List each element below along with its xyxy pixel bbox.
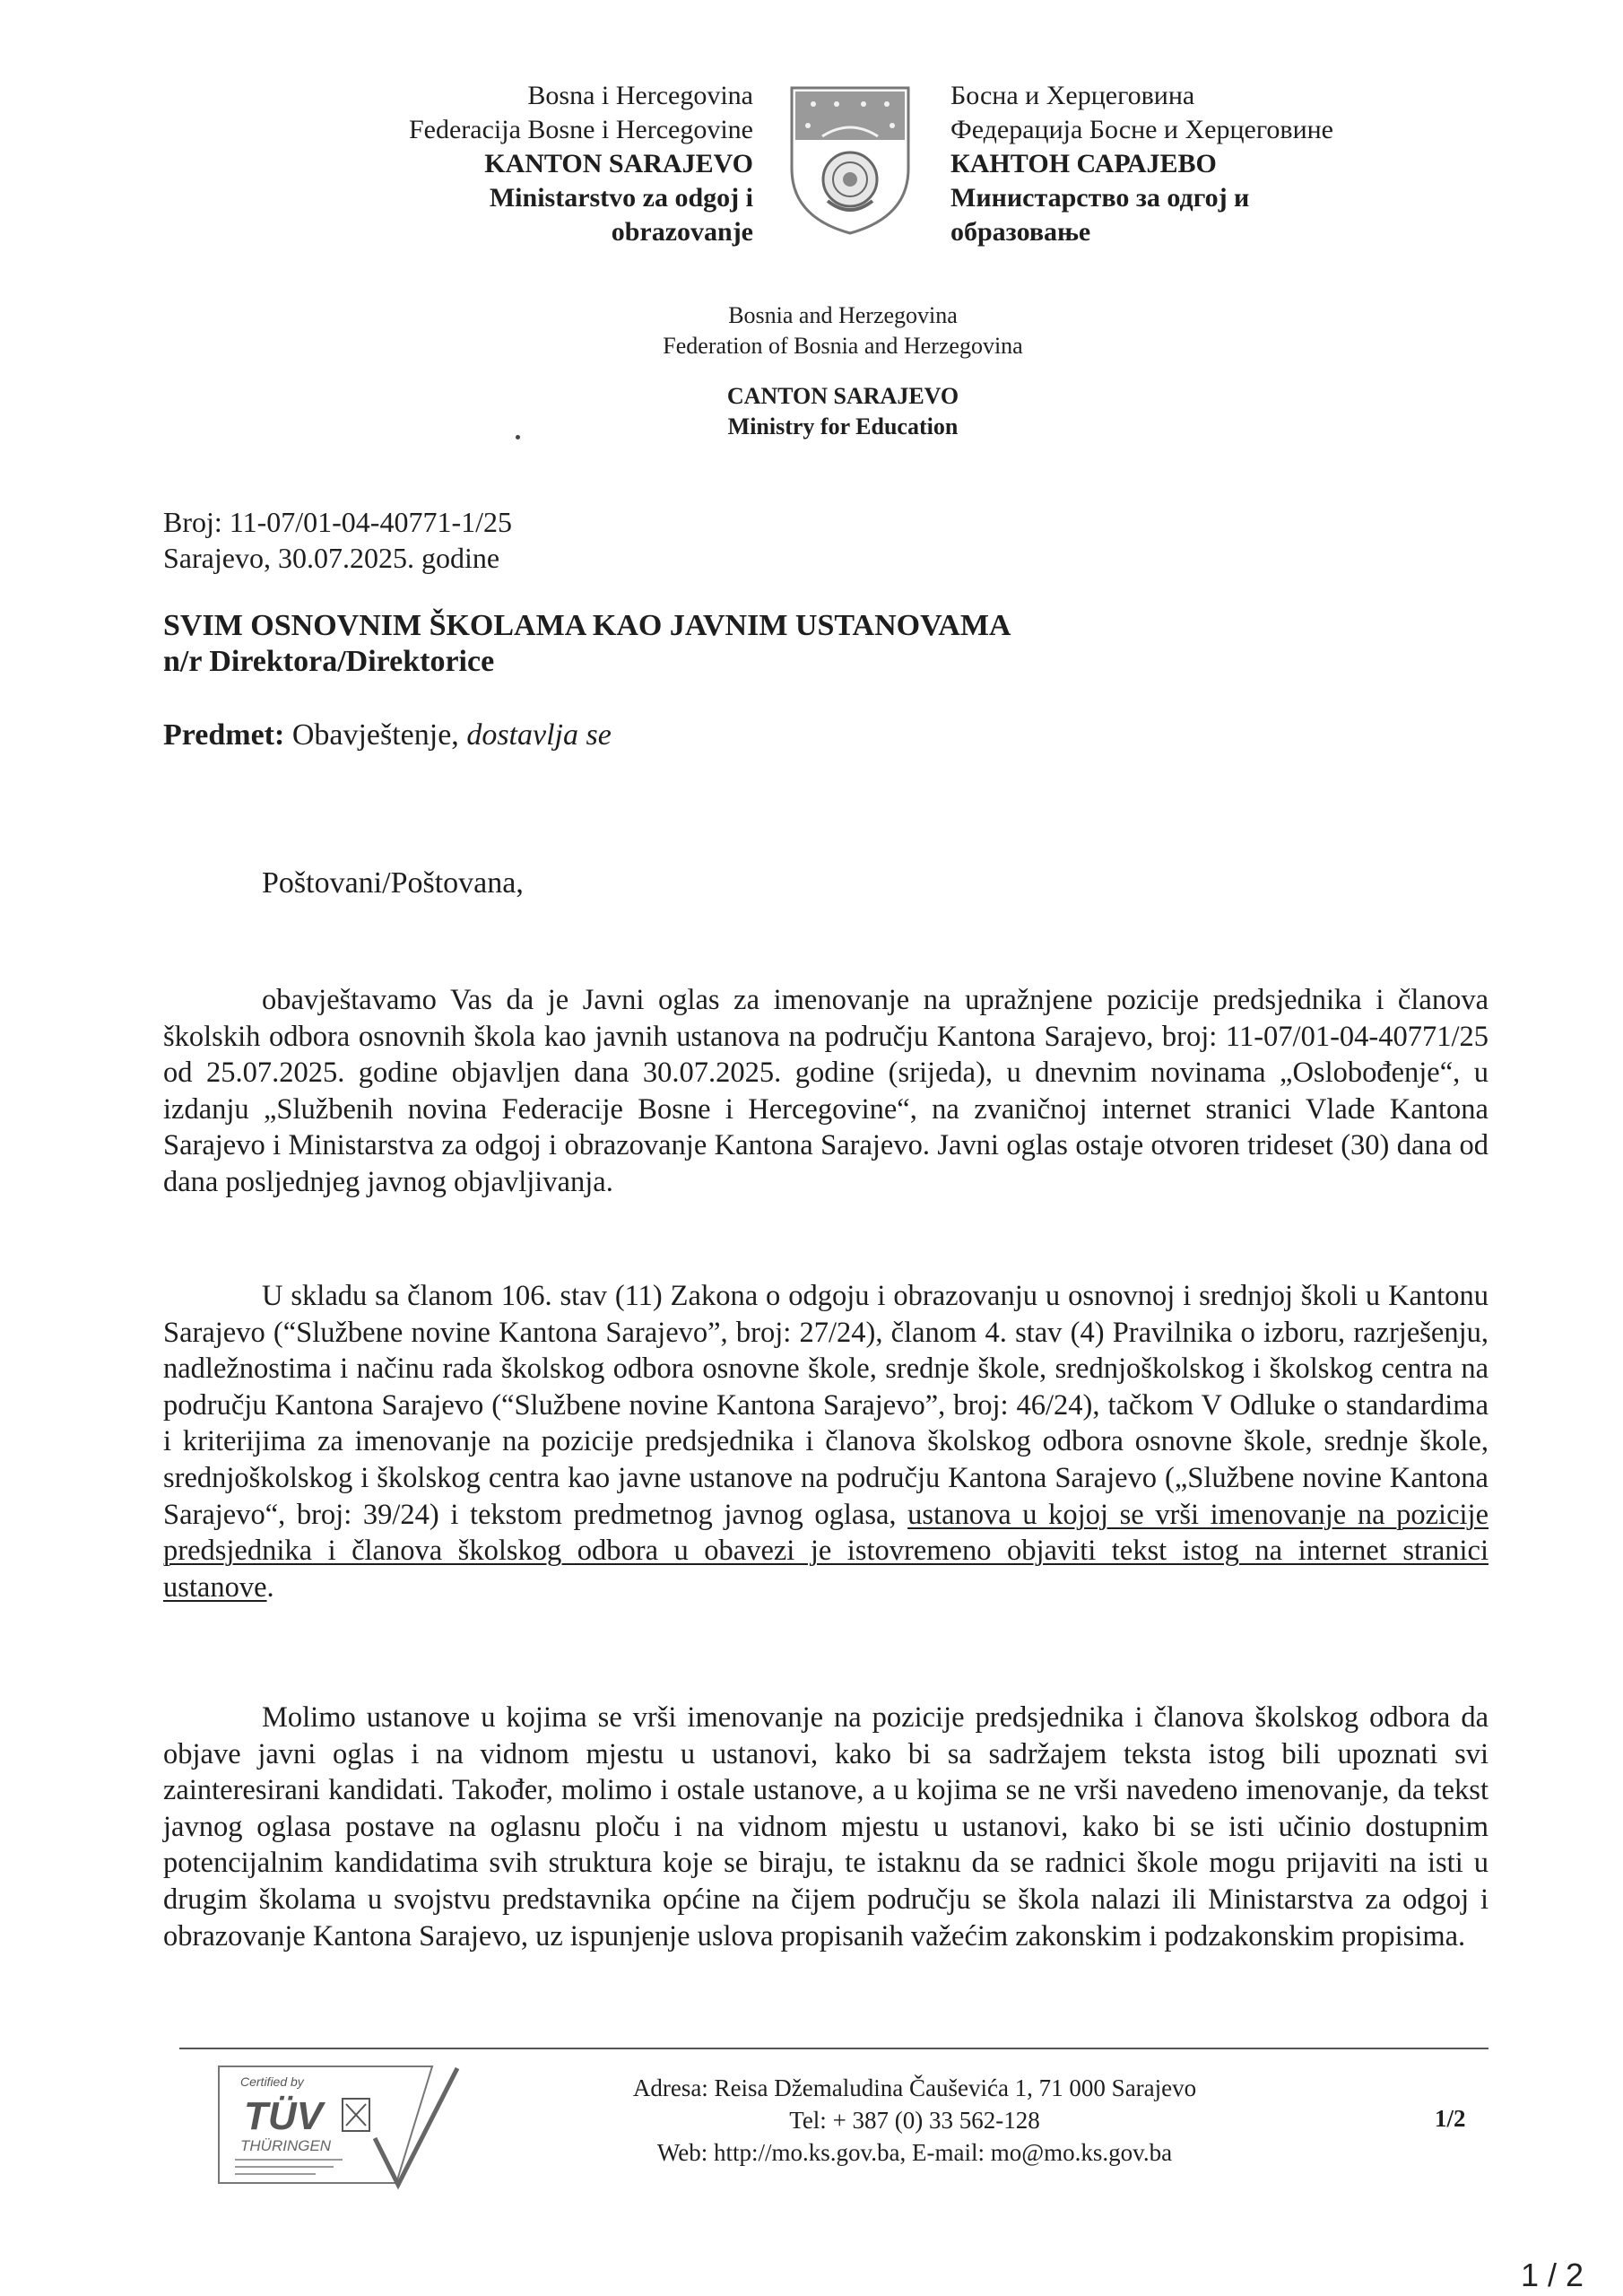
header-left-block — [296, 79, 753, 249]
footer-address: Adresa: Reisa Džemaludina Čauševića 1, 71 000 Sarajevo — [632, 2074, 1197, 2101]
subject-text: Obavještenje, — [291, 718, 459, 752]
recipient-block — [163, 608, 1011, 680]
paragraph-3: Molimo ustanove u kojima se vrši imenovanje na pozicije predsjednika i članova školskog odbora da objave javni oglas i na vidnom mjestu u ustanovi, kako bi sa sadržajem teksta istog bili upoznati svi zainteresirani kandidati. Također, molimo i ostale ustanove, a u kojima se ne vrši navedeno imenovanje, da tekst javnog oglasa postave na oglasnu ploču i na vidnom mjestu u ustanovi, kako bi se isti učinio dostupnim potencijalnim kandidatima svih struktura koje se biraju, te istaknu da se radnici škole mogu prijaviti na isti u drugim školama u svojstvu predstavnika općine na čijem području se škola nalazi ili Ministarstva za odgoj i obrazovanje Kantona Sarajevo, uz ispunjenje uslova propisanih važećim zakonskim i podzakonskim propisima. — [163, 1701, 1488, 1952]
footer-divider — [179, 2048, 1488, 2049]
recipient-line-1: SVIM OSNOVNIM ŠKOLAMA KAO JAVNIM USTANOVAMA — [163, 609, 1011, 642]
header-right-line-2: Федерација Босне и Херцеговине — [950, 115, 1333, 144]
document-meta — [163, 504, 512, 576]
paragraph-1: obavještavamo Vas da je Javni oglas za imenovanje na upražnjene pozicije predsjednika i članova školskih odbora osnovnih škola kao javnih ustanova na području Kantona Sarajevo, broj: 11-07/01-04-40771/25 od 25.07.2025. godine objavljen dana 30.07.2025. godine (srijeda), u dnevnim novinama „Oslobođenje“, u izdanju „Službenih novina Federacije Bosne i Hercegovine“, na zvaničnoj internet stranici Vlade Kantona Sarajevo i Ministarstva za odgoj i obrazovanje Kantona Sarajevo. Javni oglas ostaje otvoren trideset (30) dana od dana posljednjeg javnog objavljivanja. — [163, 984, 1488, 1198]
header-left-line-2: Federacija Bosne i Hercegovine — [408, 115, 753, 144]
paragraph-2-text: U skladu sa članom 106. stav (11) Zakona o odgoju i obrazovanju u osnovnoj i srednjoj školi u Kantonu Sarajevo (“Službene novine Kantona Sarajevo”, broj: 27/24), članom 4. stav (4) Pravilnika o izboru, razrješenju, nadležnostima i načinu rada školskog odbora osnovne škole, srednje škole, srednjoškolskog i školskog centra na području Kantona Sarajevo (“Službene novine Kantona Sarajevo”, broj: 46/24), tačkom V Odluke o standardima i kriterijima za imenovanje na pozicije predsjednika i članova školskog odbora osnovne škole, srednje škole, srednjoškolskog i školskog centra kao javne ustanove na području Kantona Sarajevo („Službene novine Kantona Sarajevo“, broj: 39/24) i tekstom predmetnog javnog oglasa, — [163, 1280, 1488, 1531]
header-english-block — [538, 300, 1148, 442]
header-right-line-4: Министарство за одгој и — [950, 183, 1250, 213]
footer-contact — [511, 2072, 1318, 2169]
reference-number: Broj: 11-07/01-04-40771-1/25 — [163, 506, 512, 538]
tuv-certified-label: Certified by — [240, 2074, 304, 2089]
footer-web-email: Web: http://mo.ks.gov.ba, E-mail: mo@mo.ks.gov.ba — [656, 2139, 1173, 2166]
canton-sarajevo-crest-icon — [786, 83, 914, 237]
header-english-line-1: Bosnia and Herzegovina — [728, 302, 958, 328]
recipient-line-2: n/r Direktora/Direktorice — [163, 645, 495, 678]
greeting: Poštovani/Poštovana, — [262, 866, 524, 900]
paragraph-2 — [163, 1278, 1488, 1605]
tuv-logo-text: TÜV — [244, 2094, 323, 2138]
header-english-line-3: CANTON SARAJEVO — [726, 383, 959, 409]
header-right-line-5: образовање — [950, 217, 1091, 247]
header-right-block — [950, 79, 1453, 249]
tuv-certification-logo — [208, 2057, 468, 2192]
tuv-region-text: THÜRINGEN — [240, 2137, 332, 2154]
subject-line — [163, 718, 612, 753]
viewer-page-indicator: 1 / 2 — [1521, 2257, 1584, 2293]
header-left-line-3: KANTON SARAJEVO — [484, 149, 753, 178]
header-english-line-4: Ministry for Education — [727, 413, 959, 439]
scan-speck — [516, 435, 520, 439]
header-english-line-2: Federation of Bosnia and Herzegovina — [663, 333, 1023, 359]
document-date: Sarajevo, 30.07.2025. godine — [163, 542, 500, 574]
header-right-line-3: КАНТОН САРАЈЕВО — [950, 149, 1217, 178]
footer-phone: Tel: + 387 (0) 33 562-128 — [789, 2107, 1040, 2134]
paragraph-2-end: . — [266, 1570, 274, 1604]
subject-italic: dostavlja se — [466, 718, 612, 752]
paragraph-2-underlined: ustanova u kojoj se vrši imenovanje na pozicije predsjednika i članova školskog odbora u obavezi je istovremeno objaviti tekst istog na internet stranici ustanove — [163, 1498, 1488, 1604]
subject-label: Predmet: — [163, 718, 285, 752]
header-right-line-1: Босна и Херцеговина — [950, 81, 1195, 110]
footer-page-number: 1/2 — [1435, 2105, 1466, 2132]
header-left-line-5: obrazovanje — [611, 217, 753, 247]
header-left-line-4: Ministarstvo za odgoj i — [489, 183, 753, 213]
header-left-line-1: Bosna i Hercegovina — [527, 81, 753, 110]
